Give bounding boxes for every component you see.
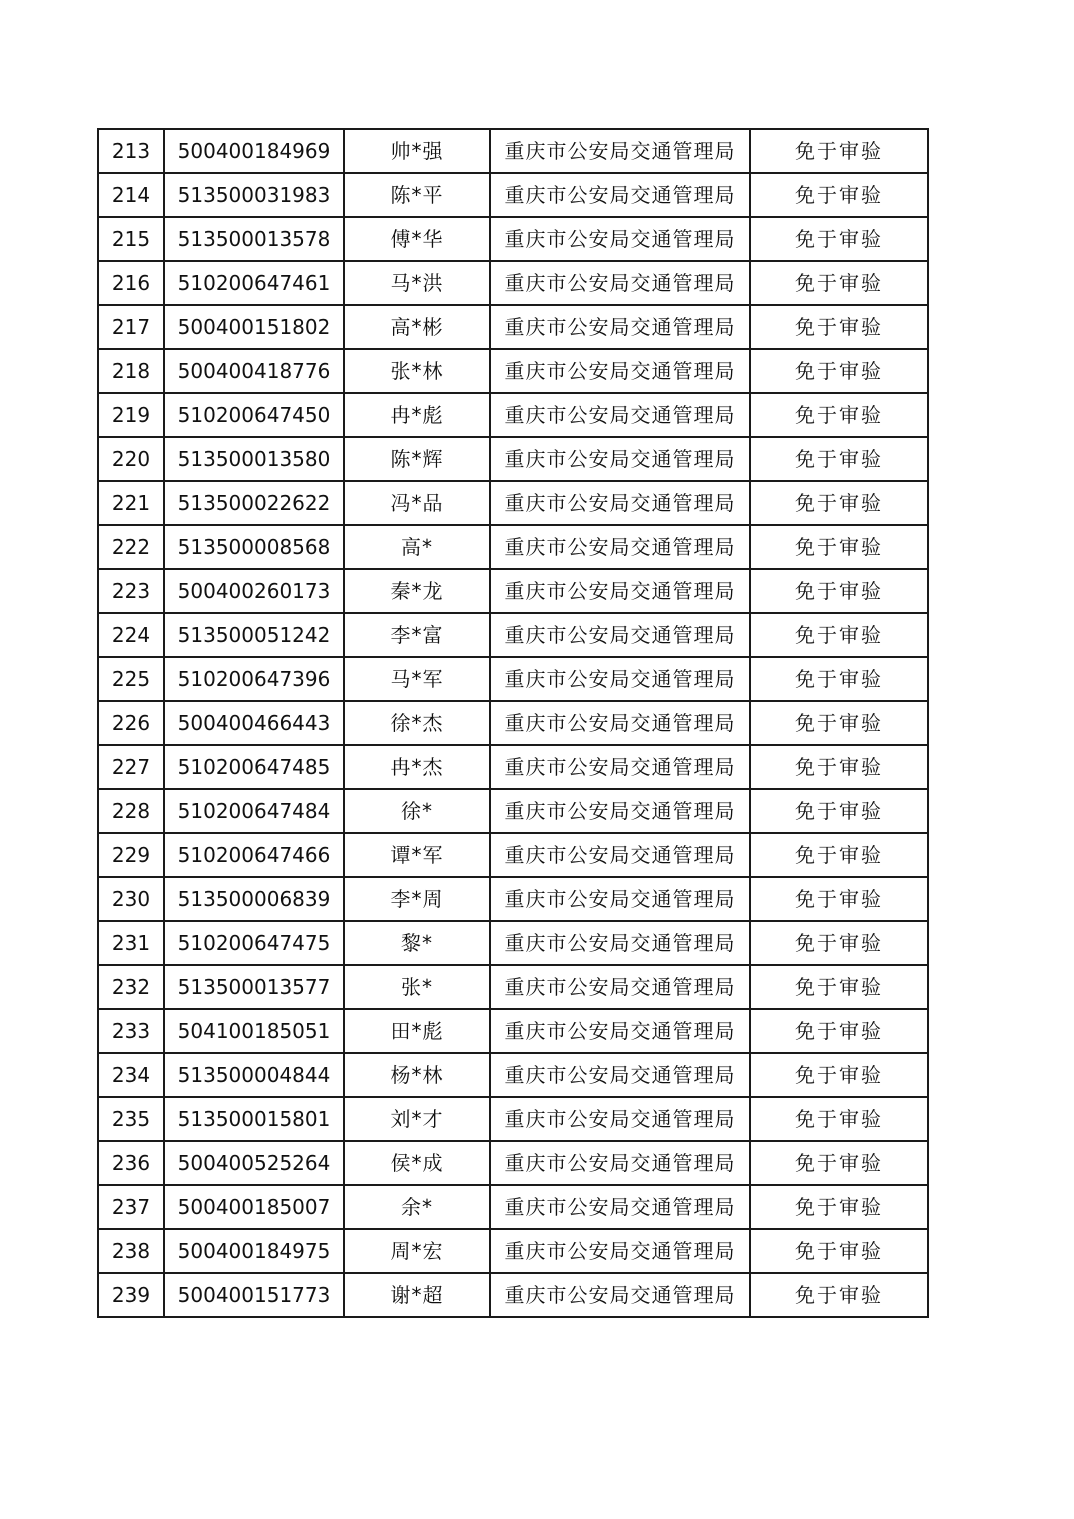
table-row — [98, 745, 928, 789]
row-number-cell: 226 — [98, 701, 164, 745]
license-number-cell: 513500013578 — [164, 217, 344, 261]
table-row — [98, 481, 928, 525]
review-status-cell: 免于审验 — [750, 877, 928, 921]
row-number-cell: 215 — [98, 217, 164, 261]
row-number-cell: 234 — [98, 1053, 164, 1097]
row-number-cell: 213 — [98, 129, 164, 173]
issuing-authority-cell: 重庆市公安局交通管理局 — [490, 217, 750, 261]
row-number-cell: 228 — [98, 789, 164, 833]
table-row — [98, 217, 928, 261]
review-status-cell: 免于审验 — [750, 173, 928, 217]
issuing-authority-cell: 重庆市公安局交通管理局 — [490, 1097, 750, 1141]
review-status-cell: 免于审验 — [750, 525, 928, 569]
row-number-cell: 238 — [98, 1229, 164, 1273]
row-number-cell: 225 — [98, 657, 164, 701]
person-name-cell: 冯*品 — [344, 481, 490, 525]
person-name-cell: 帅*强 — [344, 129, 490, 173]
issuing-authority-cell: 重庆市公安局交通管理局 — [490, 261, 750, 305]
table-row — [98, 1053, 928, 1097]
person-name-cell: 高* — [344, 525, 490, 569]
license-number-cell: 510200647396 — [164, 657, 344, 701]
row-number-cell: 214 — [98, 173, 164, 217]
table-row — [98, 877, 928, 921]
review-status-cell: 免于审验 — [750, 1009, 928, 1053]
issuing-authority-cell: 重庆市公安局交通管理局 — [490, 481, 750, 525]
row-number-cell: 218 — [98, 349, 164, 393]
person-name-cell: 黎* — [344, 921, 490, 965]
roster-table-body — [98, 129, 928, 1317]
license-number-cell: 510200647466 — [164, 833, 344, 877]
person-name-cell: 谢*超 — [344, 1273, 490, 1317]
table-row — [98, 789, 928, 833]
review-status-cell: 免于审验 — [750, 437, 928, 481]
review-status-cell: 免于审验 — [750, 1229, 928, 1273]
table-row — [98, 525, 928, 569]
review-status-cell: 免于审验 — [750, 745, 928, 789]
person-name-cell: 田*彪 — [344, 1009, 490, 1053]
row-number-cell: 230 — [98, 877, 164, 921]
license-number-cell: 510200647485 — [164, 745, 344, 789]
license-number-cell: 500400260173 — [164, 569, 344, 613]
row-number-cell: 221 — [98, 481, 164, 525]
table-row — [98, 173, 928, 217]
table-row — [98, 1141, 928, 1185]
roster-table — [97, 128, 929, 1318]
license-number-cell: 500400184969 — [164, 129, 344, 173]
review-status-cell: 免于审验 — [750, 965, 928, 1009]
issuing-authority-cell: 重庆市公安局交通管理局 — [490, 393, 750, 437]
table-row — [98, 393, 928, 437]
issuing-authority-cell: 重庆市公安局交通管理局 — [490, 1273, 750, 1317]
review-status-cell: 免于审验 — [750, 217, 928, 261]
review-status-cell: 免于审验 — [750, 261, 928, 305]
issuing-authority-cell: 重庆市公安局交通管理局 — [490, 1229, 750, 1273]
row-number-cell: 220 — [98, 437, 164, 481]
license-number-cell: 500400184975 — [164, 1229, 344, 1273]
review-status-cell: 免于审验 — [750, 833, 928, 877]
row-number-cell: 224 — [98, 613, 164, 657]
table-row — [98, 437, 928, 481]
license-number-cell: 510200647461 — [164, 261, 344, 305]
issuing-authority-cell: 重庆市公安局交通管理局 — [490, 921, 750, 965]
review-status-cell: 免于审验 — [750, 305, 928, 349]
issuing-authority-cell: 重庆市公安局交通管理局 — [490, 789, 750, 833]
table-row — [98, 921, 928, 965]
person-name-cell: 侯*成 — [344, 1141, 490, 1185]
review-status-cell: 免于审验 — [750, 1185, 928, 1229]
row-number-cell: 223 — [98, 569, 164, 613]
person-name-cell: 马*洪 — [344, 261, 490, 305]
table-row — [98, 1229, 928, 1273]
person-name-cell: 冉*彪 — [344, 393, 490, 437]
row-number-cell: 232 — [98, 965, 164, 1009]
issuing-authority-cell: 重庆市公安局交通管理局 — [490, 1053, 750, 1097]
review-status-cell: 免于审验 — [750, 393, 928, 437]
table-row — [98, 1097, 928, 1141]
issuing-authority-cell: 重庆市公安局交通管理局 — [490, 877, 750, 921]
person-name-cell: 秦*龙 — [344, 569, 490, 613]
person-name-cell: 李*富 — [344, 613, 490, 657]
issuing-authority-cell: 重庆市公安局交通管理局 — [490, 965, 750, 1009]
issuing-authority-cell: 重庆市公安局交通管理局 — [490, 833, 750, 877]
license-number-cell: 500400466443 — [164, 701, 344, 745]
license-number-cell: 513500022622 — [164, 481, 344, 525]
person-name-cell: 傅*华 — [344, 217, 490, 261]
row-number-cell: 233 — [98, 1009, 164, 1053]
review-status-cell: 免于审验 — [750, 1141, 928, 1185]
row-number-cell: 236 — [98, 1141, 164, 1185]
issuing-authority-cell: 重庆市公安局交通管理局 — [490, 173, 750, 217]
license-number-cell: 513500013577 — [164, 965, 344, 1009]
license-number-cell: 500400151773 — [164, 1273, 344, 1317]
review-status-cell: 免于审验 — [750, 613, 928, 657]
person-name-cell: 陈*辉 — [344, 437, 490, 481]
review-status-cell: 免于审验 — [750, 789, 928, 833]
person-name-cell: 陈*平 — [344, 173, 490, 217]
license-number-cell: 510200647484 — [164, 789, 344, 833]
license-number-cell: 500400151802 — [164, 305, 344, 349]
review-status-cell: 免于审验 — [750, 1273, 928, 1317]
person-name-cell: 张*林 — [344, 349, 490, 393]
table-row — [98, 613, 928, 657]
review-status-cell: 免于审验 — [750, 569, 928, 613]
review-status-cell: 免于审验 — [750, 1053, 928, 1097]
license-number-cell: 513500004844 — [164, 1053, 344, 1097]
table-row — [98, 701, 928, 745]
license-number-cell: 500400418776 — [164, 349, 344, 393]
issuing-authority-cell: 重庆市公安局交通管理局 — [490, 745, 750, 789]
person-name-cell: 李*周 — [344, 877, 490, 921]
license-number-cell: 513500031983 — [164, 173, 344, 217]
review-status-cell: 免于审验 — [750, 701, 928, 745]
issuing-authority-cell: 重庆市公安局交通管理局 — [490, 569, 750, 613]
license-number-cell: 510200647475 — [164, 921, 344, 965]
license-number-cell: 513500051242 — [164, 613, 344, 657]
license-number-cell: 510200647450 — [164, 393, 344, 437]
review-status-cell: 免于审验 — [750, 657, 928, 701]
person-name-cell: 马*军 — [344, 657, 490, 701]
issuing-authority-cell: 重庆市公安局交通管理局 — [490, 437, 750, 481]
license-number-cell: 513500013580 — [164, 437, 344, 481]
person-name-cell: 余* — [344, 1185, 490, 1229]
issuing-authority-cell: 重庆市公安局交通管理局 — [490, 349, 750, 393]
license-number-cell: 500400525264 — [164, 1141, 344, 1185]
issuing-authority-cell: 重庆市公安局交通管理局 — [490, 1141, 750, 1185]
review-status-cell: 免于审验 — [750, 481, 928, 525]
license-number-cell: 513500006839 — [164, 877, 344, 921]
person-name-cell: 徐* — [344, 789, 490, 833]
row-number-cell: 229 — [98, 833, 164, 877]
person-name-cell: 高*彬 — [344, 305, 490, 349]
table-row — [98, 305, 928, 349]
review-status-cell: 免于审验 — [750, 349, 928, 393]
row-number-cell: 217 — [98, 305, 164, 349]
issuing-authority-cell: 重庆市公安局交通管理局 — [490, 613, 750, 657]
table-row — [98, 261, 928, 305]
issuing-authority-cell: 重庆市公安局交通管理局 — [490, 701, 750, 745]
person-name-cell: 周*宏 — [344, 1229, 490, 1273]
license-number-cell: 513500008568 — [164, 525, 344, 569]
person-name-cell: 杨*林 — [344, 1053, 490, 1097]
person-name-cell: 谭*军 — [344, 833, 490, 877]
row-number-cell: 239 — [98, 1273, 164, 1317]
row-number-cell: 231 — [98, 921, 164, 965]
person-name-cell: 刘*才 — [344, 1097, 490, 1141]
person-name-cell: 冉*杰 — [344, 745, 490, 789]
review-status-cell: 免于审验 — [750, 1097, 928, 1141]
row-number-cell: 219 — [98, 393, 164, 437]
table-row — [98, 1273, 928, 1317]
license-number-cell: 504100185051 — [164, 1009, 344, 1053]
issuing-authority-cell: 重庆市公安局交通管理局 — [490, 1185, 750, 1229]
row-number-cell: 227 — [98, 745, 164, 789]
table-row — [98, 349, 928, 393]
table-row — [98, 1009, 928, 1053]
person-name-cell: 张* — [344, 965, 490, 1009]
table-row — [98, 657, 928, 701]
row-number-cell: 222 — [98, 525, 164, 569]
table-row — [98, 569, 928, 613]
issuing-authority-cell: 重庆市公安局交通管理局 — [490, 657, 750, 701]
table-row — [98, 833, 928, 877]
license-number-cell: 500400185007 — [164, 1185, 344, 1229]
review-status-cell: 免于审验 — [750, 921, 928, 965]
license-number-cell: 513500015801 — [164, 1097, 344, 1141]
person-name-cell: 徐*杰 — [344, 701, 490, 745]
issuing-authority-cell: 重庆市公安局交通管理局 — [490, 305, 750, 349]
issuing-authority-cell: 重庆市公安局交通管理局 — [490, 129, 750, 173]
row-number-cell: 237 — [98, 1185, 164, 1229]
issuing-authority-cell: 重庆市公安局交通管理局 — [490, 525, 750, 569]
issuing-authority-cell: 重庆市公安局交通管理局 — [490, 1009, 750, 1053]
row-number-cell: 235 — [98, 1097, 164, 1141]
table-row — [98, 965, 928, 1009]
table-row — [98, 129, 928, 173]
table-row — [98, 1185, 928, 1229]
review-status-cell: 免于审验 — [750, 129, 928, 173]
row-number-cell: 216 — [98, 261, 164, 305]
